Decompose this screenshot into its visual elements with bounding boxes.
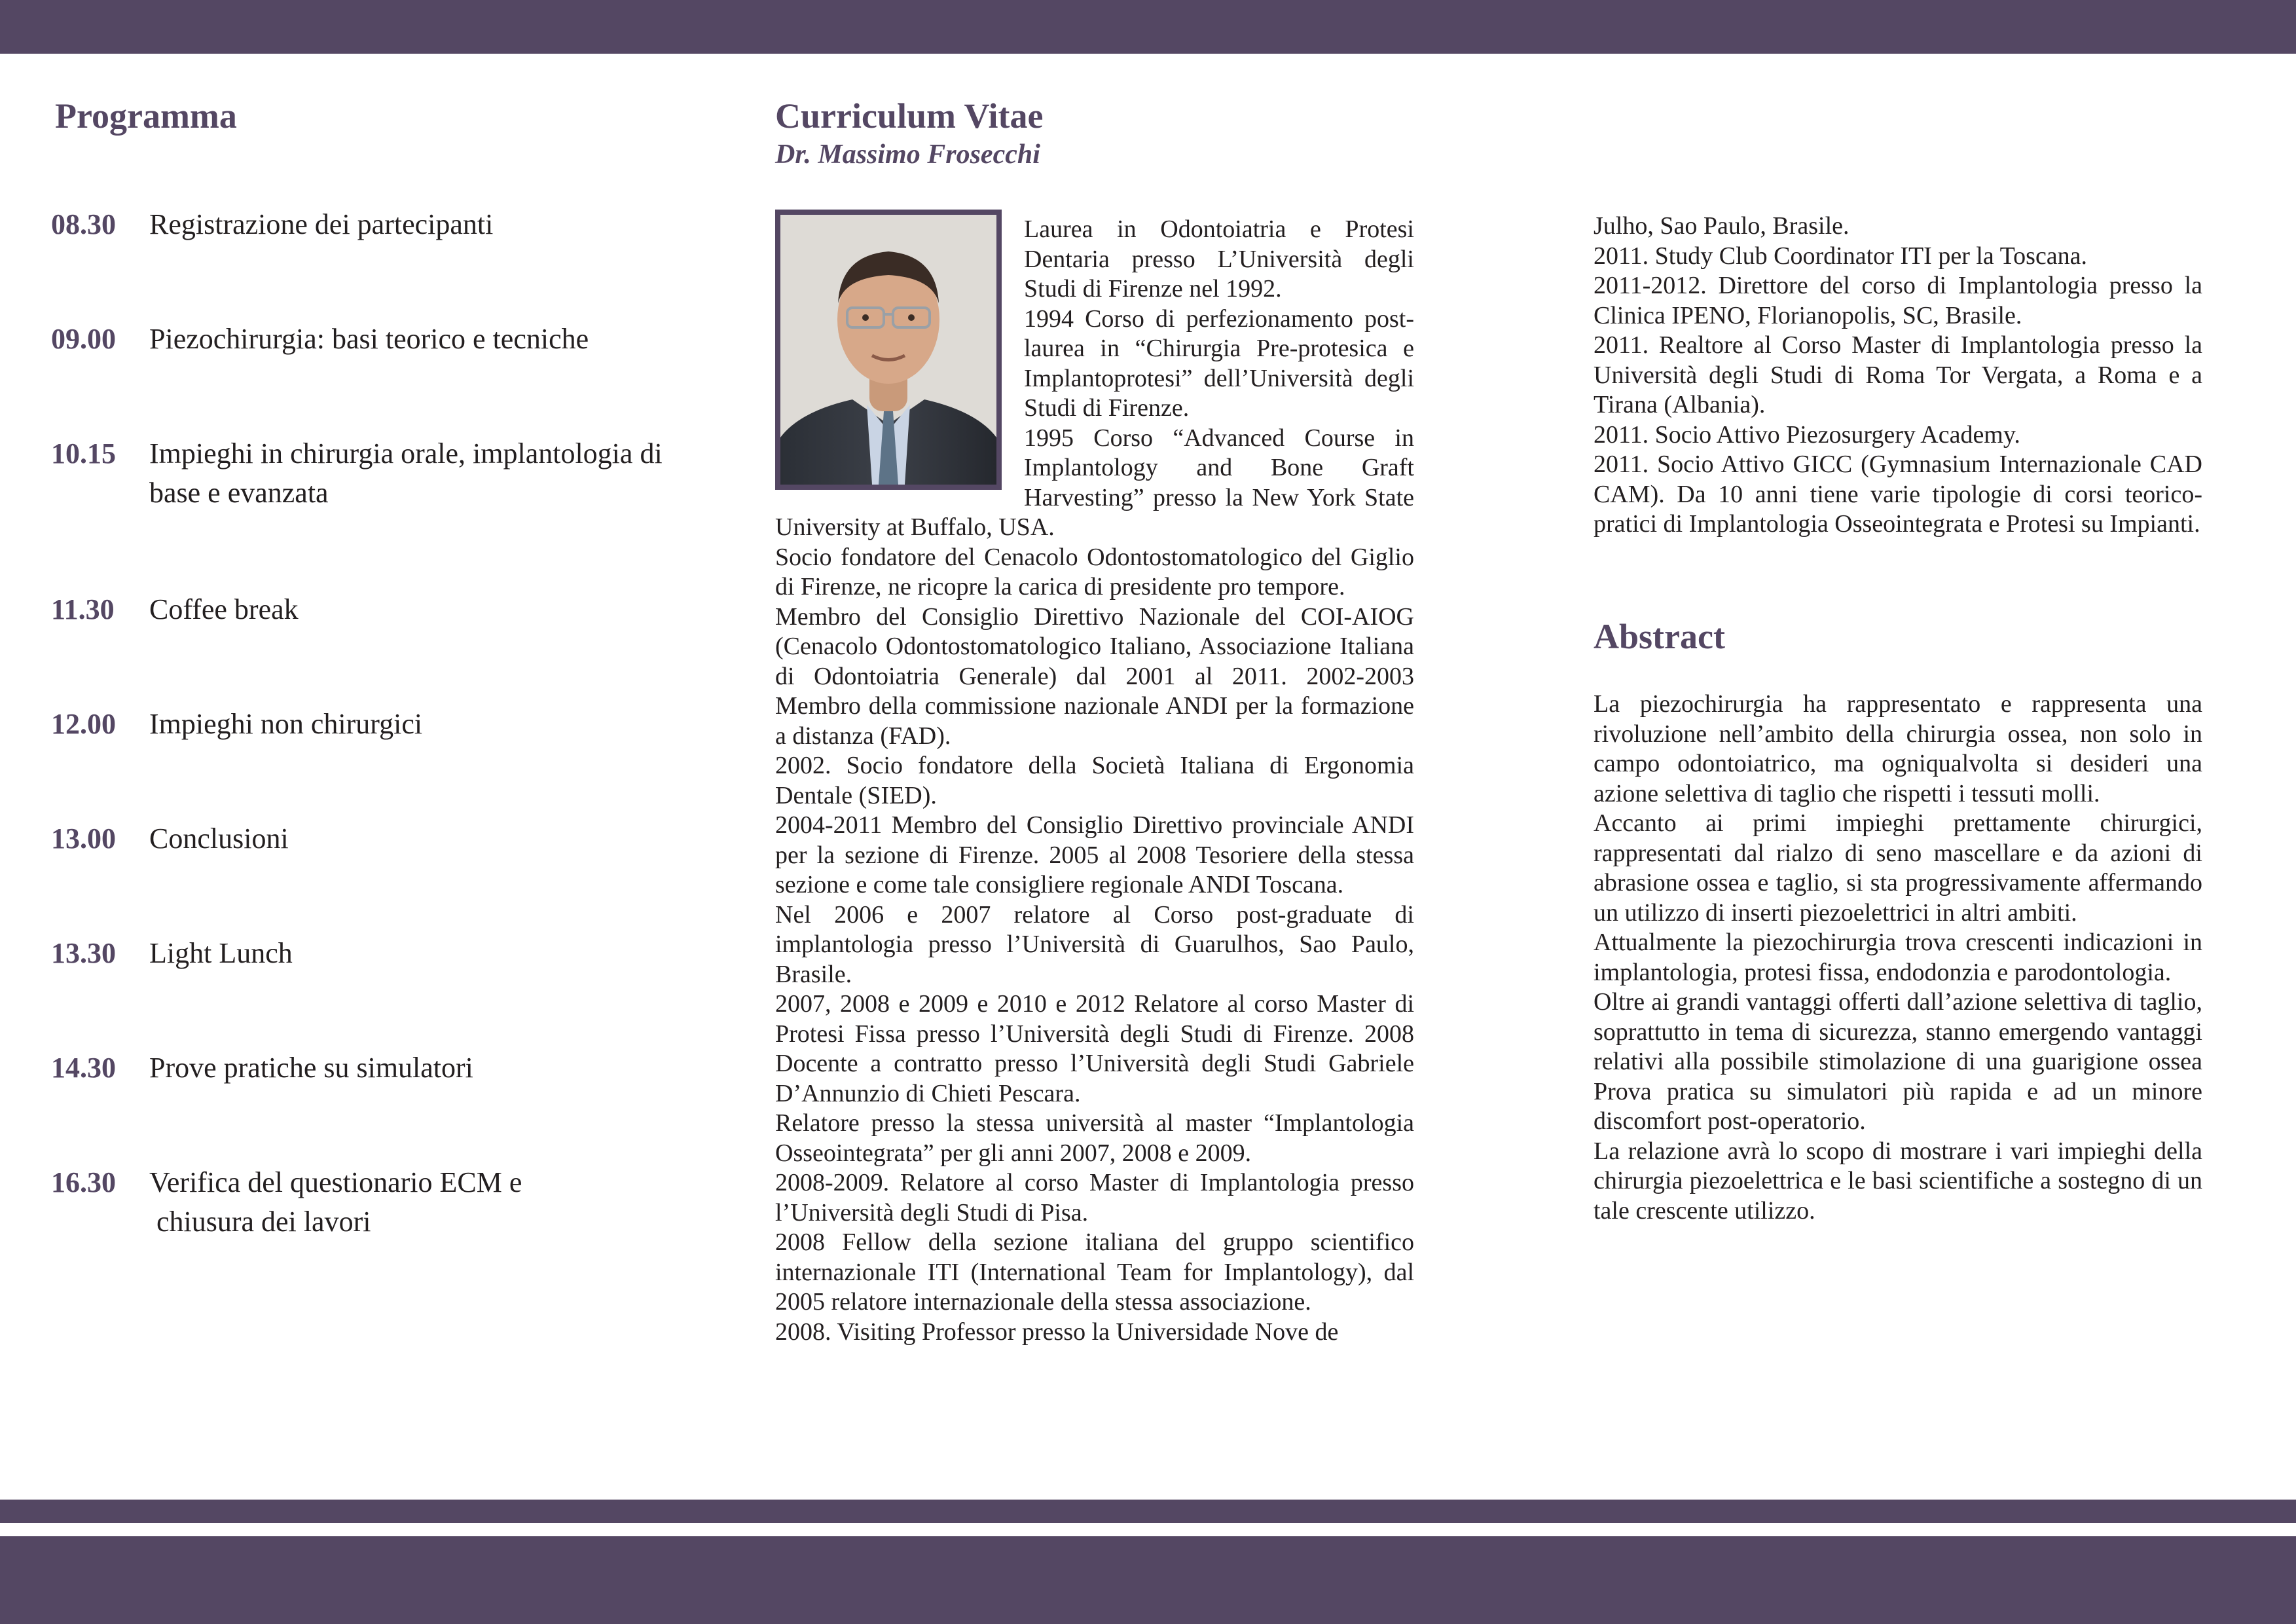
abstract-paragraph: La relazione avrà lo scopo di mostrare i vari impieghi della chirurgia piezoelettrica e le basi scientifiche a sostegno di un tale crescente utilizzo. <box>1594 1137 2202 1225</box>
cv-paragraph: 2008-2009. Relatore al corso Master di Implantologia presso l’Università degli Studi di Pisa. <box>775 1169 1414 1227</box>
cv-paragraph: Relatore presso la stessa università al master “Implantologia Osseointegrata” per gli anni 2007, 2008 e 2009. <box>775 1109 1414 1167</box>
divider-band <box>0 1500 2296 1523</box>
programme-time: 10.15 <box>51 437 116 470</box>
cv-paragraph: Laurea in Odontoiatria e Protesi Dentaria presso L’Università degli Studi di Firenze nel 1992. <box>1024 215 1414 303</box>
programme-title-line: chiusura dei lavori <box>149 1206 371 1238</box>
cv-paragraph: Membro del Consiglio Direttivo Nazionale del COI-AIOG (Cenacolo Odontostomatologico Italiano, Associazione Italiana di Odontoiatria Generale) dal 2001 al 2011. 2002-2003 Membro della commissione nazionale ANDI per la formazione a distanza (FAD). <box>775 602 1414 750</box>
programme-title <box>149 320 738 359</box>
cv-name: Dr. Massimo Frosecchi <box>775 139 1040 170</box>
programme-heading: Programma <box>55 96 237 136</box>
programme-time: 08.30 <box>51 208 116 240</box>
programme-title-line: Coffee break <box>149 593 299 625</box>
cv-paragraph: 2008 Fellow della sezione italiana del gruppo scientifico internazionale ITI (International Team for Implantology), dal 2005 relatore internazionale della stessa associazione. <box>775 1228 1414 1316</box>
cv-paragraph: Nel 2006 e 2007 relatore al Corso post-graduate di implantologia presso l’Università di Guarulhos, Sao Paulo, Brasile. <box>775 900 1414 988</box>
top-band <box>0 0 2296 54</box>
programme-title <box>149 934 738 973</box>
cv-paragraph: 2007, 2008 e 2009 e 2010 e 2012 Relatore al corso Master di Protesi Fissa presso l’Università degli Studi di Firenze. 2008 Docente a contratto presso l’Università degli Studi Gabriele D’Annunzio di Chieti Pescara. <box>775 990 1414 1107</box>
photo-wrap-spacer <box>775 215 1024 494</box>
cv-paragraph: Socio fondatore del Cenacolo Odontostomatologico del Giglio di Firenze, ne ricopre la carica di presidente pro tempore. <box>775 543 1414 600</box>
programme-time: 12.00 <box>51 708 116 740</box>
cv-paragraph: 1994 Corso di perfezionamento post-laurea in “Chirurgia Pre-protesica e Implantoprotesi” dell’Università degli Studi di Firenze. <box>1024 304 1414 422</box>
abstract-text <box>1594 690 2202 1226</box>
programme-title <box>149 1163 738 1242</box>
cv-paragraph: 2004-2011 Membro del Consiglio Direttivo provinciale ANDI per la sezione di Firenze. 2005 al 2008 Tesoriere della stessa sezione e come tale consigliere regionale ANDI Toscana. <box>775 811 1414 898</box>
programme-title-line: Piezochirurgia: basi teorico e tecniche <box>149 323 589 355</box>
programme-title-line: Prove pratiche su simulatori <box>149 1052 473 1084</box>
cv-text-column-2 <box>1594 212 2202 540</box>
abstract-paragraph: La piezochirurgia ha rappresentato e rappresenta una rivoluzione nell’ambito della chirurgia ossea, non solo in campo odontoiatrico, ma ogniqualvolta si desideri una azione selettiva di taglio che rispetti i tessuti molli. <box>1594 690 2202 807</box>
cv-paragraph: 2011. Realtore al Corso Master di Implantologia presso la Università degli Studi di Roma Tor Vergata, a Roma e a Tirana (Albania). <box>1594 331 2202 418</box>
programme-time: 13.30 <box>51 937 116 969</box>
programme-time: 14.30 <box>51 1052 116 1084</box>
programme-title-line: Light Lunch <box>149 937 293 969</box>
programme-title <box>149 819 738 858</box>
cv-paragraph: 2008. Visiting Professor presso la Universidade Nove de <box>775 1318 1339 1346</box>
programme-title <box>149 1048 738 1088</box>
programme-time: 11.30 <box>51 593 115 625</box>
programme-title-line: base e evanzata <box>149 477 329 509</box>
programme-title-line: Verifica del questionario ECM e <box>149 1166 522 1198</box>
abstract-heading: Abstract <box>1594 617 1725 656</box>
abstract-paragraph: Oltre ai grandi vantaggi offerti dall’azione selettiva di taglio, soprattutto in tema di sicurezza, stanno emergendo vantaggi relativi alla possibile stimolazione di una guarigione ossea Prova pratica su simulatori più rapida e ad un minore discomfort post-operatorio. <box>1594 988 2202 1135</box>
programme-title <box>149 590 738 629</box>
programme-time: 09.00 <box>51 323 116 355</box>
programme-title <box>149 705 738 744</box>
cv-text-column-1 <box>775 215 1414 1347</box>
cv-paragraph: 1995 Corso “Advanced Course in Implantology and Bone Graft Harvesting” presso la New York State University at Buffalo, USA. <box>775 424 1414 541</box>
cv-paragraph: 2011. Socio Attivo Piezosurgery Academy. <box>1594 420 2020 449</box>
programme-title-line: Registrazione dei partecipanti <box>149 208 494 240</box>
programme-title-line: Impieghi in chirurgia orale, implantologia di <box>149 437 663 470</box>
programme-time: 13.00 <box>51 822 116 855</box>
abstract-paragraph: Accanto ai primi impieghi prettamente chirurgici, rappresentati dal rialzo di seno mascellare e da azioni di abrasione ossea e taglio, si sta progressivamente affermando un utilizzo di inserti piezoelettrici in altri ambiti. <box>1594 809 2202 927</box>
programme-title <box>149 205 738 244</box>
abstract-paragraph: Attualmente la piezochirurgia trova crescenti indicazioni in implantologia, protesi fissa, endodonzia e parodontologia. <box>1594 929 2202 986</box>
bottom-band <box>0 1536 2296 1624</box>
cv-paragraph: 2011-2012. Direttore del corso di Implantologia presso la Clinica IPENO, Florianopolis, SC, Brasile. <box>1594 272 2202 329</box>
cv-paragraph: 2002. Socio fondatore della Società Italiana di Ergonomia Dentale (SIED). <box>775 752 1414 809</box>
programme-title-line: Impieghi non chirurgici <box>149 708 423 740</box>
programme-time: 16.30 <box>51 1166 116 1198</box>
cv-heading: Curriculum Vitae <box>775 96 1044 136</box>
cv-paragraph: 2011. Socio Attivo GICC (Gymnasium Internazionale CAD CAM). Da 10 anni tiene varie tipologie di corsi teorico-pratici di Implantologia Osseointegrata e Protesi su Impianti. <box>1594 451 2202 538</box>
programme-title <box>149 434 738 513</box>
programme-title-line: Conclusioni <box>149 822 289 855</box>
cv-paragraph: 2011. Study Club Coordinator ITI per la Toscana. <box>1594 242 2088 270</box>
cv-paragraph: Julho, Sao Paulo, Brasile. <box>1594 212 1850 240</box>
